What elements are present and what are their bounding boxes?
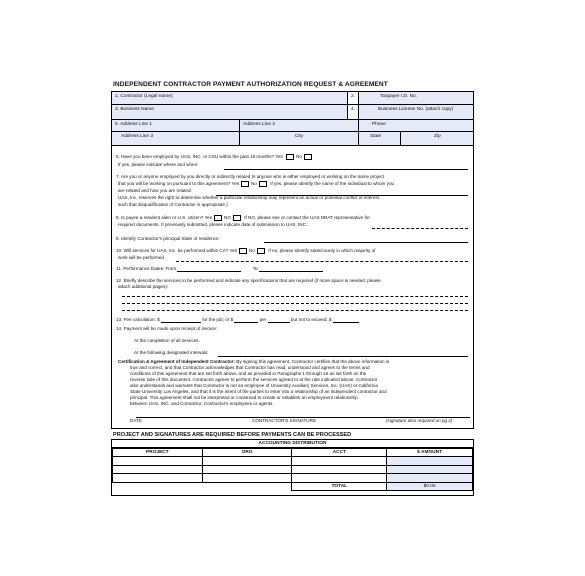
- answer-line[interactable]: [372, 228, 468, 229]
- column-header: $ AMOUNT: [387, 449, 473, 457]
- question-8-line-2: [118, 222, 308, 228]
- acct-cell[interactable]: [292, 465, 387, 474]
- acct-cell[interactable]: [292, 474, 387, 483]
- yes-checkbox[interactable]: [214, 215, 222, 221]
- no-checkbox[interactable]: [259, 181, 267, 187]
- question-7-line-3: [118, 188, 192, 194]
- question-text: per: [259, 317, 267, 322]
- payment-option-completion[interactable]: [134, 338, 200, 344]
- business-license-field[interactable]: [359, 105, 473, 119]
- question-14: [116, 326, 217, 332]
- question-text: To: [252, 266, 258, 271]
- certification-text: between UAS, INC. and Contractor, Contractor's employees or agents.: [130, 401, 274, 406]
- field-label: City: [294, 134, 304, 139]
- contractor-name-field[interactable]: [112, 92, 348, 104]
- question-text: If yes, please indicate where and when:: [118, 162, 199, 167]
- field-num: 4.: [351, 107, 356, 112]
- question-text: attach additional pages):: [118, 284, 169, 289]
- project-cell[interactable]: [113, 457, 203, 466]
- table-header-row: [113, 449, 473, 457]
- answer-line[interactable]: [264, 242, 468, 243]
- question-text: UAS, Inc. reserves the right to determine whether a particular relationship may represent an actual or potential conflict of interest,: [118, 195, 381, 200]
- no-checkbox[interactable]: [233, 215, 241, 221]
- question-12-line-2: [118, 284, 168, 290]
- question-text: are related and how you are related:: [118, 188, 192, 193]
- question-text: 10. Will services for UAS, Inc. be performed within CA? Yes: [116, 248, 238, 254]
- option-label: At the completion of all services.: [134, 338, 200, 343]
- question-text: required documents. If previously submitted, please indicate date of submission to UAS, INC.:: [118, 222, 309, 227]
- yes-checkbox[interactable]: [241, 181, 249, 187]
- date-text: DATE: [130, 418, 142, 423]
- question-text: such that disqualification of Contractor is appropriate.): [118, 202, 228, 207]
- field-label: Business License No. (attach copy): [378, 107, 454, 112]
- question-text: but not to exceed: $: [290, 317, 332, 322]
- question-7-line-5: [118, 202, 228, 208]
- certification-text: By signing this agreement, Contractor certifies that the above information is: [234, 359, 390, 364]
- interval-line[interactable]: [218, 356, 468, 357]
- description-line[interactable]: [122, 310, 468, 311]
- field-label: Contractor (Legal name):: [120, 94, 174, 99]
- certification-text: State University Los Angeles, and that it is the intent of the parties to enter into a relationship of an independent contractor and: [130, 389, 387, 394]
- question-7-line-2: [118, 181, 394, 187]
- phone-field[interactable]: [359, 120, 473, 131]
- org-cell[interactable]: [202, 457, 292, 466]
- payment-option-intervals[interactable]: [134, 350, 209, 356]
- org-cell[interactable]: [202, 465, 292, 474]
- certification-line-8: [130, 401, 274, 407]
- empty-cell: [113, 482, 203, 491]
- question-10-line-2: [118, 255, 164, 261]
- taxpayer-id-field[interactable]: [359, 92, 473, 104]
- per-unit-input[interactable]: [268, 318, 290, 323]
- job-fee-input[interactable]: [161, 318, 201, 323]
- field-label: Zip: [434, 134, 441, 139]
- question-text: 6. Have you been employed by UAS, INC. or CSU within the past 18 months? Yes: [116, 154, 283, 160]
- row-contractor: [112, 92, 473, 105]
- question-10-line-1: [116, 248, 375, 254]
- address-line-2-field[interactable]: [240, 120, 359, 131]
- question-text: If NO, please see or contact the UAS NRAT representative for: [244, 215, 370, 221]
- question-9: [116, 236, 220, 242]
- accounting-table: [112, 448, 473, 491]
- option-label: At the following designated intervals:: [134, 350, 209, 355]
- amount-cell[interactable]: [387, 474, 473, 483]
- business-name-field[interactable]: [112, 105, 348, 119]
- question-13: [116, 317, 359, 323]
- table-row: [113, 474, 473, 483]
- question-text: 12. Briefly describe the services to be performed and indicate any specifications that are required (if more space is needed, please: [116, 278, 381, 283]
- field-label: Taxpayer I.D. No.: [380, 94, 418, 99]
- question-6-followup: [118, 162, 198, 168]
- project-cell[interactable]: [113, 465, 203, 474]
- date-label: [130, 418, 142, 424]
- certification-text: principal. This agreement shall not be interpreted or construed to create or establish an employment relationship: [130, 395, 358, 400]
- column-header: ORG: [202, 449, 292, 457]
- row-business: [112, 105, 473, 120]
- field-label: Phone: [372, 122, 386, 127]
- field-num-cell: [348, 92, 359, 104]
- yes-checkbox[interactable]: [239, 248, 247, 254]
- question-7-line-4: [118, 195, 380, 201]
- rate-input[interactable]: [234, 318, 258, 323]
- contractor-form: [111, 91, 474, 429]
- question-text: If no, please identify state/county in which majority of: [268, 248, 376, 254]
- certification-text: also understands and warrants that Contractor is not an employee of University Auxiliary Services, Inc. (UAS) or California: [130, 383, 378, 388]
- field-num: 1.: [115, 94, 120, 99]
- address-line-3-field[interactable]: [112, 132, 240, 145]
- question-text: 13. Fee calculation: $: [116, 317, 160, 322]
- question-text: work will be performed: [118, 255, 164, 260]
- state-field[interactable]: [359, 132, 401, 145]
- question-text: 11. Performance Dates: From: [116, 266, 177, 271]
- field-label: Business Name: [120, 107, 154, 112]
- row-address-2: [112, 132, 473, 146]
- city-field[interactable]: [240, 132, 359, 145]
- signature-label: [252, 418, 316, 424]
- description-line[interactable]: [122, 303, 468, 304]
- field-num: 5.: [115, 122, 120, 127]
- field-num: 2.: [351, 94, 356, 99]
- question-text: 7. Are you or anyone employed by you directly or indirectly related to anyone who is either employed or working on the same project: [116, 174, 385, 179]
- question-text: that you will be working on pursuant to this agreement? Yes: [118, 181, 240, 187]
- org-cell[interactable]: [202, 474, 292, 483]
- total-value: $0.00: [387, 482, 473, 491]
- option-label: NO: [224, 215, 231, 221]
- option-label: No: [251, 181, 257, 187]
- question-text: 8. Is payee a resident alien or U.S. citizen? Yes: [116, 215, 213, 221]
- field-num-cell: [348, 105, 359, 119]
- total-row: [113, 482, 473, 491]
- signature-note-text: (signature also required on pg 2): [386, 418, 453, 423]
- amount-cell[interactable]: [387, 457, 473, 466]
- signature-note: [386, 418, 452, 424]
- question-text: 9. Identify Contractor's principal State of residence:: [116, 236, 220, 241]
- table-row: [113, 457, 473, 466]
- column-header: ACCT: [292, 449, 387, 457]
- signature-text: CONTRACTOR'S SIGNATURE: [252, 418, 317, 423]
- field-label: Address Line 3: [121, 134, 153, 139]
- no-checkbox[interactable]: [257, 248, 265, 254]
- question-11: [116, 266, 323, 272]
- no-checkbox[interactable]: [304, 154, 312, 160]
- question-text: 14. Payment will be made upon receipt of invoice:: [116, 326, 218, 331]
- table-row: [113, 465, 473, 474]
- address-line-1-field[interactable]: [112, 120, 240, 131]
- total-label: TOTAL: [292, 482, 387, 491]
- option-label: No: [249, 248, 255, 254]
- question-text: If yes, please identify the name of the individual to whom you: [270, 181, 395, 187]
- certification-text: conditions of this agreement that are set forth above, and as provided in Paragraphs 1 through 16 as set forth on the: [130, 371, 367, 376]
- form-title: INDEPENDENT CONTRACTOR PAYMENT AUTHORIZATION REQUEST & AGREEMENT: [113, 81, 388, 88]
- project-heading: PROJECT AND SIGNATURES ARE REQUIRED BEFORE PAYMENTS CAN BE PROCESSED: [113, 432, 352, 438]
- question-text: for the job; or $: [202, 317, 234, 322]
- field-label: State: [370, 134, 382, 139]
- row-address-1: [112, 120, 473, 132]
- to-date-input[interactable]: [259, 267, 323, 272]
- max-fee-input[interactable]: [333, 318, 359, 323]
- column-header: PROJECT: [113, 449, 203, 457]
- certification-heading: Certification & Agreement of Independent Contractor:: [118, 359, 235, 364]
- yes-checkbox[interactable]: [286, 154, 294, 160]
- answer-line[interactable]: [176, 261, 468, 262]
- question-6: 6. Have you been employed by UAS, INC. or CSU within the past 18 months? Yes No: [116, 154, 314, 160]
- accounting-distribution: [111, 439, 474, 496]
- accounting-header: ACCOUNTING DISTRIBUTION: [112, 440, 473, 448]
- question-7-line-1: [116, 174, 384, 180]
- certification-text: reverse side of this document. Contractor agrees to perform the services agreed to at the rate indicated above. Contractor: [130, 377, 378, 382]
- answer-line[interactable]: [224, 169, 468, 170]
- field-label: Address Line 2: [243, 122, 275, 127]
- zip-field[interactable]: [401, 132, 473, 145]
- from-date-input[interactable]: [177, 267, 241, 272]
- amount-cell[interactable]: [387, 465, 473, 474]
- empty-cell: [202, 482, 292, 491]
- certification-text: true and correct, and that Contractor acknowledges that Contractor has read, understood and agrees to the terms and: [130, 365, 370, 370]
- question-8-line-1: [116, 215, 370, 221]
- field-label: Address Line 1: [120, 122, 153, 127]
- field-num: 3.: [115, 107, 120, 112]
- project-cell[interactable]: [113, 474, 203, 483]
- acct-cell[interactable]: [292, 457, 387, 466]
- description-line[interactable]: [122, 296, 468, 297]
